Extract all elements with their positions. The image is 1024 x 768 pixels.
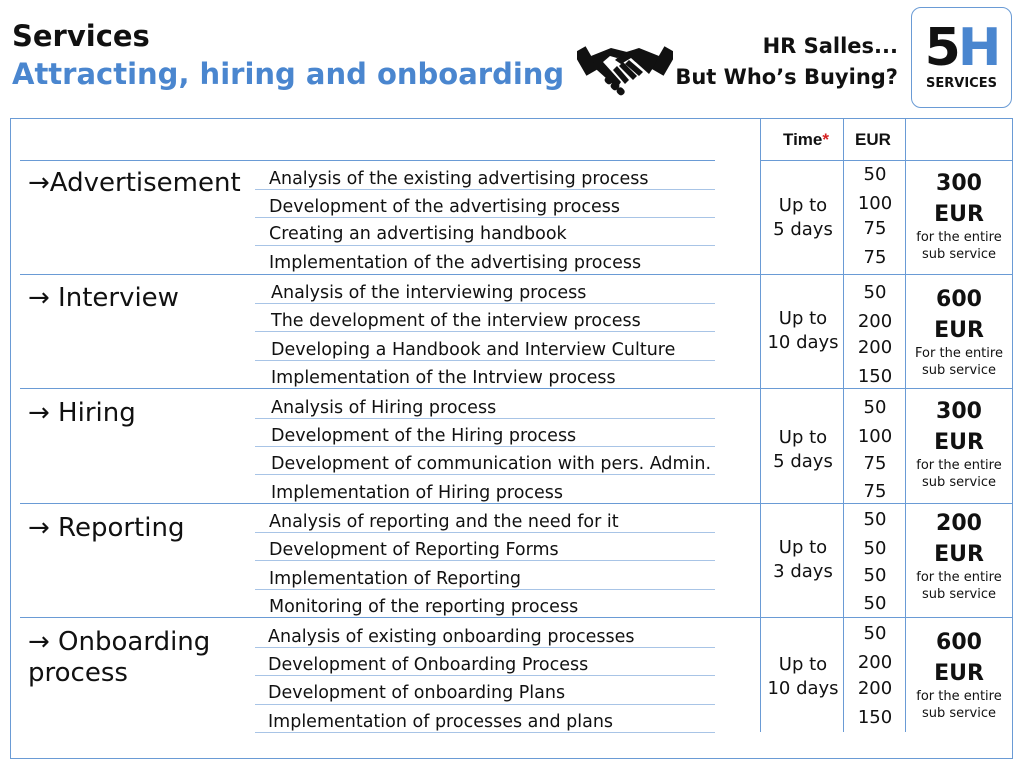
item-price: 100 bbox=[857, 426, 893, 447]
column-divider bbox=[905, 118, 906, 732]
service-item: Development of onboarding Plans bbox=[268, 683, 566, 703]
item-price: 75 bbox=[863, 453, 887, 474]
company-logo bbox=[911, 7, 1012, 108]
service-item: Implementation of processes and plans bbox=[268, 712, 614, 732]
service-item: Analysis of reporting and the need for it bbox=[269, 512, 619, 532]
item-price: 50 bbox=[863, 565, 887, 586]
time-estimate: Up to 5 days bbox=[773, 195, 833, 240]
item-price: 50 bbox=[863, 593, 887, 614]
section-total-currency: EUR bbox=[934, 318, 984, 343]
service-item: Development of the advertising process bbox=[269, 197, 620, 217]
footnote-marker: * bbox=[822, 130, 829, 149]
section-title-interview: → Interview bbox=[28, 283, 179, 313]
item-underline bbox=[255, 732, 715, 733]
item-price: 50 bbox=[863, 164, 887, 185]
service-item: Development of communication with pers. Admin. bbox=[271, 454, 712, 474]
service-item: Implementation of Hiring process bbox=[271, 483, 564, 503]
section-total-currency: EUR bbox=[934, 542, 984, 567]
logo-mark bbox=[912, 18, 1011, 78]
section-total-currency: EUR bbox=[934, 202, 984, 227]
time-estimate: Up to 3 days bbox=[773, 537, 833, 582]
item-underline bbox=[255, 446, 715, 447]
section-divider bbox=[20, 274, 1012, 275]
section-title-hiring: → Hiring bbox=[28, 398, 136, 428]
section-title-reporting: → Reporting bbox=[28, 513, 185, 543]
service-item: Creating an advertising handbook bbox=[269, 224, 567, 244]
service-item: Development of Onboarding Process bbox=[268, 655, 589, 675]
item-price: 100 bbox=[857, 193, 893, 214]
service-item: Implementation of the Intrview process bbox=[271, 368, 616, 388]
item-price: 75 bbox=[863, 247, 887, 268]
section-total-note: for the entire sub service bbox=[916, 689, 1002, 721]
item-underline bbox=[255, 704, 715, 705]
service-item: Analysis of the interviewing process bbox=[271, 283, 587, 303]
tagline-line-1: HR Salles... bbox=[762, 34, 898, 58]
tagline bbox=[675, 31, 898, 93]
section-total-note: for the entire sub service bbox=[916, 458, 1002, 490]
item-price: 150 bbox=[857, 707, 893, 728]
column-header-time: Time* bbox=[783, 130, 829, 149]
item-price: 200 bbox=[857, 311, 893, 332]
item-price: 75 bbox=[863, 218, 887, 239]
section-title-advertisement: →Advertisement bbox=[28, 168, 241, 198]
item-price: 200 bbox=[857, 337, 893, 358]
item-price: 50 bbox=[863, 282, 887, 303]
item-price: 200 bbox=[857, 652, 893, 673]
page-title: Services bbox=[12, 19, 150, 53]
time-estimate: Up to 10 days bbox=[767, 654, 839, 699]
section-total: 600 bbox=[936, 630, 982, 655]
item-underline bbox=[255, 331, 715, 332]
item-underline bbox=[255, 560, 715, 561]
section-total-currency: EUR bbox=[934, 430, 984, 455]
item-price: 50 bbox=[863, 509, 887, 530]
section-total: 600 bbox=[936, 287, 982, 312]
item-price: 50 bbox=[863, 538, 887, 559]
item-underline bbox=[255, 647, 715, 648]
section-total-note: For the entire sub service bbox=[915, 346, 1003, 378]
row-divider bbox=[20, 160, 715, 161]
column-divider bbox=[760, 118, 761, 732]
section-total-currency: EUR bbox=[934, 661, 984, 686]
item-underline bbox=[255, 418, 715, 419]
item-underline bbox=[255, 532, 715, 533]
item-underline bbox=[255, 245, 715, 246]
service-item: Analysis of existing onboarding processes bbox=[268, 627, 635, 647]
logo-text: SERVICES bbox=[926, 76, 997, 91]
time-estimate: Up to 10 days bbox=[767, 308, 839, 353]
service-item: Analysis of the existing advertising process bbox=[269, 169, 649, 189]
service-item: Development of the Hiring process bbox=[271, 426, 577, 446]
service-item: The development of the interview process bbox=[271, 311, 641, 331]
section-total: 300 bbox=[936, 399, 982, 424]
page-subtitle: Attracting, hiring and onboarding bbox=[12, 57, 565, 91]
service-item: Development of Reporting Forms bbox=[269, 540, 559, 560]
tagline-line-2: But Who’s Buying? bbox=[675, 65, 898, 89]
item-price: 50 bbox=[863, 397, 887, 418]
item-price: 150 bbox=[857, 366, 893, 387]
item-underline bbox=[255, 474, 715, 475]
section-title-onboarding: → Onboarding process bbox=[28, 627, 211, 688]
handshake-icon bbox=[577, 38, 673, 98]
service-item: Developing a Handbook and Interview Culture bbox=[271, 340, 676, 360]
item-underline bbox=[255, 217, 715, 218]
item-price: 75 bbox=[863, 481, 887, 502]
logo-digit: 5 bbox=[924, 18, 958, 78]
section-total-note: for the entire sub service bbox=[916, 230, 1002, 262]
item-underline bbox=[255, 189, 715, 190]
item-price: 200 bbox=[857, 678, 893, 699]
item-underline bbox=[255, 360, 715, 361]
service-item: Monitoring of the reporting process bbox=[269, 597, 579, 617]
section-total: 200 bbox=[936, 511, 982, 536]
section-total-note: for the entire sub service bbox=[916, 570, 1002, 602]
logo-letter: H bbox=[957, 18, 999, 78]
service-item: Implementation of Reporting bbox=[269, 569, 522, 589]
item-price: 50 bbox=[863, 623, 887, 644]
row-divider bbox=[760, 160, 1012, 161]
service-item: Implementation of the advertising process bbox=[269, 253, 642, 273]
section-total: 300 bbox=[936, 171, 982, 196]
item-underline bbox=[255, 675, 715, 676]
time-estimate: Up to 5 days bbox=[773, 427, 833, 472]
item-underline bbox=[255, 589, 715, 590]
service-item: Analysis of Hiring process bbox=[271, 398, 497, 418]
item-underline bbox=[255, 303, 715, 304]
column-header-eur: EUR bbox=[855, 130, 891, 149]
